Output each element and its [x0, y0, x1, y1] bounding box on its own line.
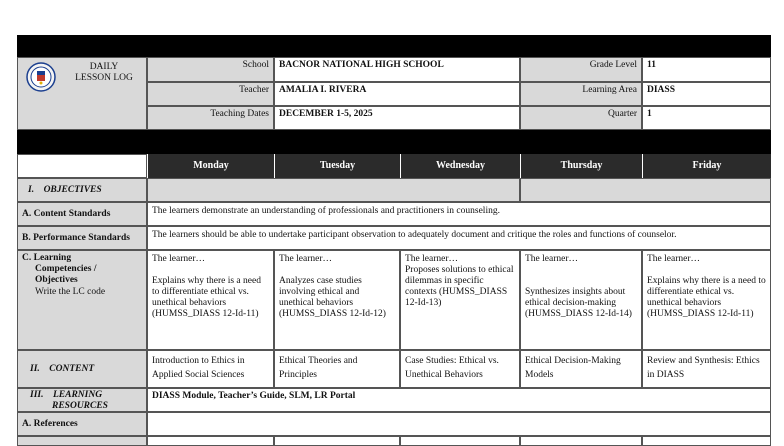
- content-heading: II. CONTENT: [17, 350, 147, 388]
- teaching-dates-label: Teaching Dates: [147, 106, 274, 130]
- day-header-blank: [17, 154, 147, 178]
- next-row-monday: [147, 436, 274, 446]
- quarter-value: 1: [642, 106, 771, 130]
- next-row-tuesday: [274, 436, 400, 446]
- competency-friday: The learner… Explains why there is a need to differentiate ethical vs. unethical behaviors (HUMSS_DIASS 12-Id-11): [642, 250, 771, 350]
- section-divider-bar: [17, 130, 771, 154]
- learning-area-label: Learning Area: [520, 82, 642, 106]
- school-value: BACNOR NATIONAL HIGH SCHOOL: [274, 57, 520, 82]
- dll-title-line1: DAILY: [89, 62, 119, 72]
- competency-thursday: The learner… Synthesizes insights about ethical decision-making (HUMSS_DIASS 12-Id-14): [520, 250, 642, 350]
- performance-standards-text: The learners should be able to undertake participant observation to adequately document and critique the roles and functions of counselor.: [147, 226, 771, 250]
- competencies-label-line1: C. Learning: [22, 253, 72, 263]
- learning-resources-value: DIASS Module, Teacher’s Guide, SLM, LR Portal: [147, 388, 771, 412]
- objectives-fill-2: [520, 178, 771, 202]
- content-tuesday: Ethical Theories and Principles: [274, 350, 400, 388]
- next-row-label: [17, 436, 147, 446]
- day-header-thursday: Thursday: [520, 154, 642, 178]
- day-header-monday: Monday: [147, 154, 274, 178]
- learning-resources-heading: [17, 388, 147, 412]
- content-friday: Review and Synthesis: Ethics in DIASS: [642, 350, 771, 388]
- teacher-value: AMALIA I. RIVERA: [274, 82, 520, 106]
- next-row-friday: [642, 436, 771, 446]
- competency-tuesday: The learner… Analyzes case studies involving ethical and unethical behaviors (HUMSS_DIASS 12-Id-12): [274, 250, 400, 350]
- content-standards-label: A. Content Standards: [17, 202, 147, 226]
- objectives-heading: I. OBJECTIVES: [17, 178, 147, 202]
- content-wednesday: Case Studies: Ethical vs. Unethical Behaviors: [400, 350, 520, 388]
- references-fill: [147, 412, 771, 436]
- objectives-fill-1: [147, 178, 520, 202]
- content-standards-text: The learners demonstrate an understanding of professionals and practitioners in counseling.: [147, 202, 771, 226]
- top-header-bar: [17, 35, 771, 57]
- dll-title-line2: LESSON LOG: [75, 73, 133, 83]
- dll-title-cell: [17, 57, 147, 130]
- day-header-tuesday: Tuesday: [274, 154, 400, 178]
- competencies-label-line3: Objectives: [35, 275, 78, 285]
- competency-monday: The learner… Explains why there is a need to differentiate ethical vs. unethical behaviors (HUMSS_DIASS 12-Id-11): [147, 250, 274, 350]
- learning-resources-line2: RESOURCES: [52, 401, 108, 411]
- deped-seal-icon: [26, 62, 56, 92]
- quarter-label: Quarter: [520, 106, 642, 130]
- competencies-label: [17, 250, 147, 350]
- grade-level-label: Grade Level: [520, 57, 642, 82]
- content-thursday: Ethical Decision-Making Models: [520, 350, 642, 388]
- learning-area-value: DIASS: [642, 82, 771, 106]
- next-row-thursday: [520, 436, 642, 446]
- competency-wednesday: The learner… Proposes solutions to ethical dilemmas in specific contexts (HUMSS_DIASS 12-Id-13): [400, 250, 520, 350]
- school-label: School: [147, 57, 274, 82]
- next-row-wednesday: [400, 436, 520, 446]
- day-header-wednesday: Wednesday: [400, 154, 520, 178]
- grade-level-value: 11: [642, 57, 771, 82]
- learning-resources-line1: III. LEARNING: [30, 390, 103, 400]
- competencies-label-line4: Write the LC code: [35, 287, 106, 297]
- day-header-friday: Friday: [642, 154, 771, 178]
- competencies-label-line2: Competencies /: [35, 264, 97, 274]
- teacher-label: Teacher: [147, 82, 274, 106]
- performance-standards-label: B. Performance Standards: [17, 226, 147, 250]
- teaching-dates-value: DECEMBER 1-5, 2025: [274, 106, 520, 130]
- references-label: A. References: [17, 412, 147, 436]
- content-monday: Introduction to Ethics in Applied Social Sciences: [147, 350, 274, 388]
